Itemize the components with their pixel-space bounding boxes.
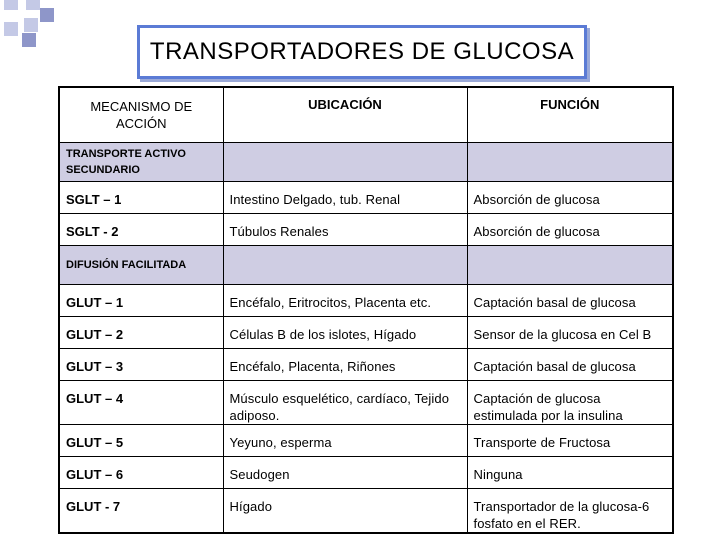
transporters-table — [58, 86, 674, 534]
decor-square — [24, 18, 38, 32]
transporter-location: Encéfalo, Eritrocitos, Placenta etc. — [223, 285, 467, 317]
header-location: UBICACIÓN — [223, 87, 467, 143]
section-empty-cell — [223, 143, 467, 182]
section-label: TRANSPORTE ACTIVO SECUNDARIO — [59, 143, 223, 182]
decor-square — [4, 22, 18, 36]
transporter-function: Absorción de glucosa — [467, 182, 673, 214]
transporter-name: GLUT – 1 — [59, 285, 223, 317]
transporter-function: Captación de glucosa estimulada por la insulina — [467, 381, 673, 425]
transporter-name: SGLT – 1 — [59, 182, 223, 214]
transporter-function: Transportador de la glucosa-6 fosfato en el RER. — [467, 489, 673, 534]
table-row — [59, 457, 673, 489]
transporter-location: Células B de los islotes, Hígado — [223, 317, 467, 349]
table-row — [59, 285, 673, 317]
decor-square — [4, 0, 18, 10]
transporter-function: Captación basal de glucosa — [467, 285, 673, 317]
transporter-name: GLUT - 7 — [59, 489, 223, 534]
header-mechanism: MECANISMO DE ACCIÓN — [59, 87, 223, 143]
transporter-location: Hígado — [223, 489, 467, 534]
transporter-location: Yeyuno, esperma — [223, 425, 467, 457]
slide-title: TRANSPORTADORES DE GLUCOSA — [137, 25, 587, 79]
transporter-function: Captación basal de glucosa — [467, 349, 673, 381]
table-row — [59, 317, 673, 349]
section-row — [59, 143, 673, 182]
transporter-function: Sensor de la glucosa en Cel B — [467, 317, 673, 349]
decor-square — [40, 8, 54, 22]
transporter-name: SGLT - 2 — [59, 214, 223, 246]
section-empty-cell — [467, 143, 673, 182]
table-row — [59, 425, 673, 457]
section-label: DIFUSIÓN FACILITADA — [59, 246, 223, 285]
transporter-name: GLUT – 4 — [59, 381, 223, 425]
transporter-name: GLUT – 2 — [59, 317, 223, 349]
table-row — [59, 182, 673, 214]
table-row — [59, 381, 673, 425]
transporter-function: Transporte de Fructosa — [467, 425, 673, 457]
table-row — [59, 489, 673, 534]
table-row — [59, 349, 673, 381]
header-function: FUNCIÓN — [467, 87, 673, 143]
decor-square — [26, 0, 40, 10]
table-row — [59, 214, 673, 246]
transporter-location: Seudogen — [223, 457, 467, 489]
header-row — [59, 87, 673, 143]
transporter-name: GLUT – 6 — [59, 457, 223, 489]
decor-square — [22, 33, 36, 47]
transporter-function: Absorción de glucosa — [467, 214, 673, 246]
transporter-function: Ninguna — [467, 457, 673, 489]
section-row — [59, 246, 673, 285]
section-empty-cell — [467, 246, 673, 285]
transporter-name: GLUT – 5 — [59, 425, 223, 457]
transporter-location: Músculo esquelético, cardíaco, Tejido adiposo. — [223, 381, 467, 425]
transporter-location: Encéfalo, Placenta, Riñones — [223, 349, 467, 381]
section-empty-cell — [223, 246, 467, 285]
transporter-location: Túbulos Renales — [223, 214, 467, 246]
transporter-location: Intestino Delgado, tub. Renal — [223, 182, 467, 214]
transporter-name: GLUT – 3 — [59, 349, 223, 381]
